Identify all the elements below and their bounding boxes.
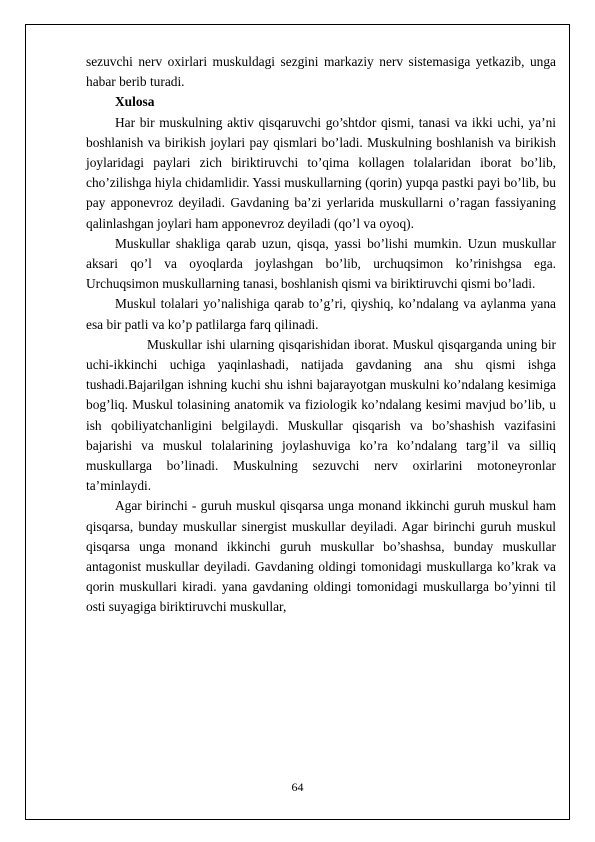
page-number: 64: [291, 780, 304, 794]
paragraph: Muskullar ishi ularning qisqarishidan iborat. Muskul qisqarganda uning bir uchi-ikkinchi uchiga yaqinlashadi, natijada gavdaning ana shu qismi ishga tushadi.Bajarilgan ishning kuchi shu ishni bajarayotgan muskulni ko’ndalang kesimiga bog’liq. Muskul tolasining anatomik va fiziologik ko’ndalang kesimi mavjud bo’lib, u ish qobiliyatchanligini belgilaydi. Muskullar qisqarish va bo’shashish vazifasini bajarishi va muskul tolalarining joylashuviga ko’ra ko’ndalang targ’il va silliq muskullarga bo’linadi. Muskulning sezuvchi nerv oxirlarini motoneyronlar ta’minlaydi.: [86, 336, 556, 494]
document-body: [86, 52, 556, 618]
section-heading: Xulosa: [115, 94, 155, 110]
paragraph-continuation: sezuvchi nerv oxirlari muskuldagi sezgini markaziy nerv sistemasiga yetkazib, unga habar berib turadi.: [86, 54, 556, 90]
paragraph: Muskul tolalari yo’nalishiga qarab to’g’ri, qiyshiq, ko’ndalang va aylanma yana esa bir patli va ko’p patlilarga farq qilinadi.: [86, 296, 556, 332]
paragraph: Agar birinchi - guruh muskul qisqarsa unga monand ikkinchi guruh muskul ham qisqarsa, bunday muskullar sinergist muskullar deyiladi. Agar birinchi guruh muskul qisqarsa unga monand ikkinchi guruh muskullar bo’shashsa, bunday muskullar antagonist muskullar deyiladi. Gavdaning oldingi tomonidagi muskullarga ko’krak va qorin muskullari kiradi. yana gavdaning oldingi tomonidagi muskullarga bo’yinni til osti suyagiga biriktiruvchi muskullar,: [86, 498, 556, 615]
paragraph: Har bir muskulning aktiv qisqaruvchi go’shtdor qismi, tanasi va ikki uchi, ya’ni boshlanish va birikish joylari pay qismlari bo’ladi. Muskulning boshlanish va birikish joylaridagi paylari zich biriktiruvchi to’qima kollagen tolalaridan iborat bo’lib, cho’zilishga hiyla chidamlidir. Yassi muskullarning (qorin) yupqa pastki payi bo’lib, bu pay apponevroz deyiladi. Gavdaning ba’zi yerlarida muskullarni o’ragan fassiyaning qalinlashgan joylari ham apponevroz deyiladi (qo’l va oyoq).: [86, 114, 556, 231]
paragraph: Muskullar shakliga qarab uzun, qisqa, yassi bo’lishi mumkin. Uzun muskullar aksari qo’l va oyoqlarda joylashgan bo’lib, urchuqsimon ko’rinishgsa ega. Urchuqsimon muskullarning tanasi, boshlanish qismi va biriktiruvchi qismi bo’ladi.: [86, 235, 556, 292]
